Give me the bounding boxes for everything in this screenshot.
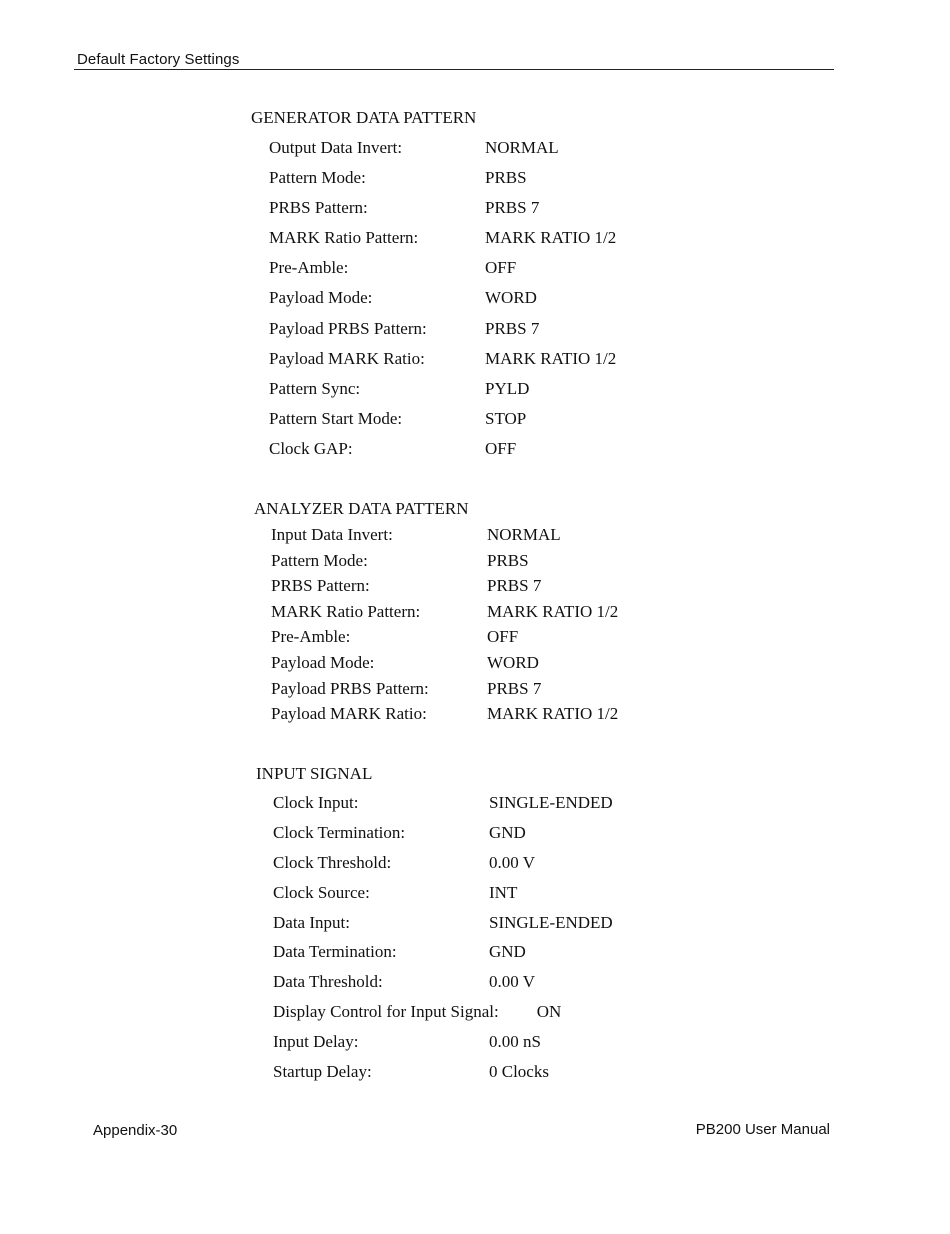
setting-value: PRBS — [485, 168, 527, 188]
setting-value: PRBS 7 — [487, 576, 542, 596]
setting-label: Clock Termination: — [273, 822, 406, 842]
setting-label: Input Delay: — [273, 1032, 359, 1052]
setting-label: Data Termination: — [273, 942, 397, 962]
setting-value: 0.00 nS — [489, 1032, 541, 1052]
setting-row — [273, 882, 613, 912]
setting-value: MARK RATIO 1/2 — [487, 601, 619, 621]
setting-value: MARK RATIO 1/2 — [485, 348, 617, 368]
setting-label: Pattern Mode: — [269, 168, 366, 188]
setting-row — [271, 550, 618, 576]
setting-value: PRBS 7 — [485, 198, 540, 218]
setting-label: Startup Delay: — [273, 1062, 372, 1082]
setting-value: GND — [489, 942, 526, 962]
setting-value: NORMAL — [485, 138, 559, 157]
setting-row — [273, 792, 613, 822]
setting-value: 0 Clocks — [489, 1062, 549, 1082]
setting-value: PRBS 7 — [487, 678, 542, 698]
setting-value: STOP — [485, 408, 527, 428]
setting-label: MARK Ratio Pattern: — [269, 228, 419, 248]
setting-row — [273, 822, 613, 852]
header-rule — [74, 69, 834, 70]
page-header-title: Default Factory Settings — [77, 51, 240, 68]
footer-manual-title: PB200 User Manual — [695, 1121, 830, 1138]
setting-value: SINGLE-ENDED — [489, 793, 613, 812]
setting-row — [269, 257, 616, 287]
setting-row — [273, 1031, 613, 1061]
setting-value: SINGLE-ENDED — [489, 912, 613, 932]
setting-row — [271, 678, 618, 704]
setting-label: Clock Input: — [273, 793, 359, 812]
setting-label: Pattern Sync: — [269, 378, 361, 398]
setting-value: PYLD — [485, 378, 530, 398]
setting-row — [273, 1001, 613, 1031]
setting-value: OFF — [485, 438, 517, 458]
setting-row — [271, 524, 618, 550]
setting-value: WORD — [485, 288, 537, 308]
setting-row — [269, 197, 616, 227]
input-signal-settings-list — [273, 792, 613, 1091]
setting-label: Payload Mode: — [269, 288, 373, 308]
setting-label: Input Data Invert: — [271, 525, 393, 544]
setting-label: Payload PRBS Pattern: — [269, 318, 427, 338]
setting-value: 0.00 V — [489, 972, 535, 992]
setting-row — [269, 167, 616, 197]
setting-label: PRBS Pattern: — [269, 198, 368, 218]
setting-label: PRBS Pattern: — [271, 576, 370, 596]
setting-label: Payload Mode: — [271, 652, 375, 672]
setting-row — [269, 227, 616, 257]
setting-label: Pattern Start Mode: — [269, 408, 403, 428]
setting-label: Data Threshold: — [273, 972, 383, 992]
setting-label: Pre-Amble: — [271, 627, 351, 647]
setting-value: PRBS 7 — [485, 318, 540, 338]
setting-label: MARK Ratio Pattern: — [271, 601, 421, 621]
setting-label: Payload MARK Ratio: — [269, 348, 425, 368]
setting-row — [271, 601, 618, 627]
setting-value: GND — [489, 822, 526, 842]
setting-label: Payload MARK Ratio: — [271, 704, 427, 724]
setting-row — [273, 912, 613, 942]
setting-row — [269, 287, 616, 317]
analyzer-section-heading: ANALYZER DATA PATTERN — [254, 499, 469, 518]
setting-value: PRBS — [487, 550, 529, 570]
setting-row — [273, 1061, 613, 1091]
setting-label: Display Control for Input Signal: — [273, 1002, 499, 1022]
setting-row — [271, 626, 618, 652]
footer-page-label: Appendix-30 — [93, 1122, 178, 1139]
setting-value: OFF — [485, 258, 517, 278]
setting-row — [269, 408, 616, 438]
setting-row — [269, 137, 616, 167]
setting-value: ON — [536, 1002, 562, 1022]
setting-value: WORD — [487, 652, 539, 672]
setting-row — [271, 652, 618, 678]
setting-label: Data Input: — [273, 912, 350, 932]
generator-section-heading: GENERATOR DATA PATTERN — [251, 108, 477, 127]
setting-value: MARK RATIO 1/2 — [487, 704, 619, 724]
setting-row — [269, 378, 616, 408]
setting-label: Output Data Invert: — [269, 138, 403, 157]
setting-value: INT — [489, 882, 518, 902]
setting-label: Pattern Mode: — [271, 550, 368, 570]
setting-row — [269, 318, 616, 348]
setting-row — [271, 703, 618, 729]
setting-row — [269, 348, 616, 378]
setting-label: Clock GAP: — [269, 438, 353, 458]
setting-value: 0.00 V — [489, 852, 535, 872]
setting-label: Clock Source: — [273, 882, 370, 902]
setting-value: NORMAL — [487, 525, 561, 544]
setting-row — [271, 575, 618, 601]
setting-row — [273, 941, 613, 971]
input-signal-section-heading: INPUT SIGNAL — [256, 764, 373, 783]
setting-row — [269, 438, 616, 468]
analyzer-settings-list — [271, 524, 618, 729]
generator-settings-list — [269, 137, 616, 468]
setting-label: Payload PRBS Pattern: — [271, 678, 429, 698]
setting-row — [273, 971, 613, 1001]
setting-value: MARK RATIO 1/2 — [485, 228, 617, 248]
setting-row — [273, 852, 613, 882]
setting-value: OFF — [487, 627, 519, 647]
setting-label: Clock Threshold: — [273, 852, 392, 872]
setting-label: Pre-Amble: — [269, 258, 349, 278]
